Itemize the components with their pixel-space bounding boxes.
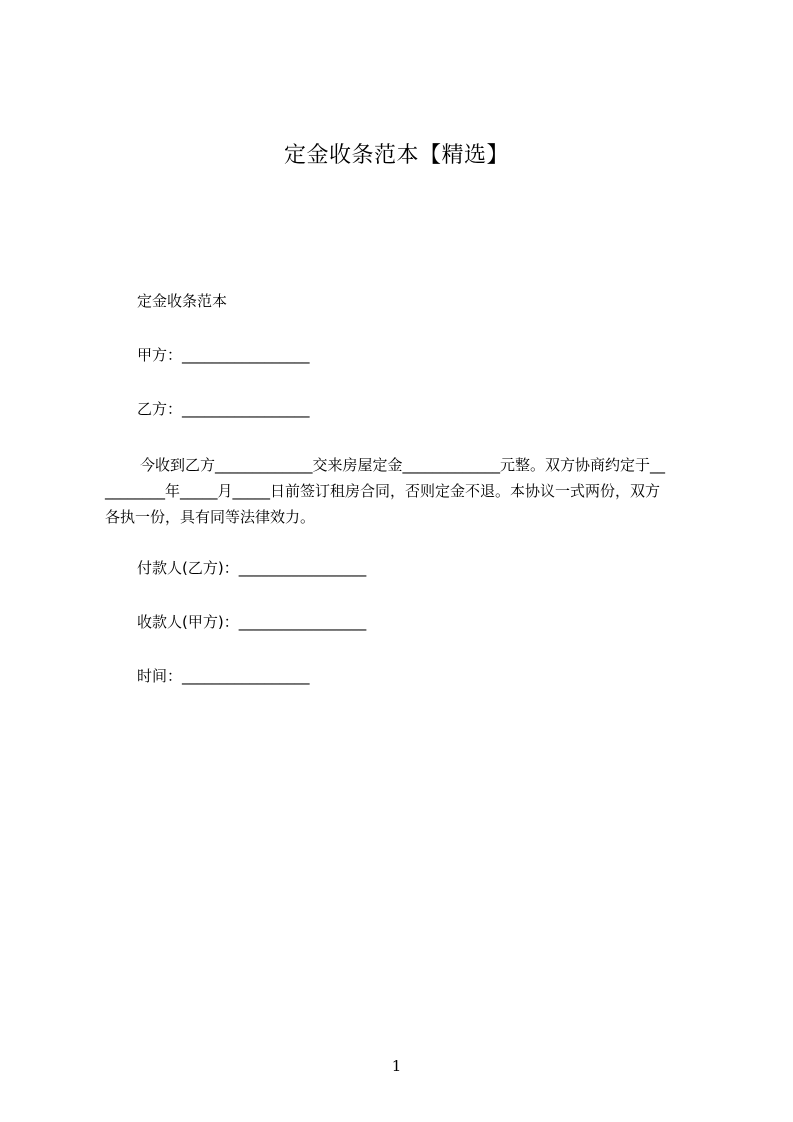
document-title: 定金收条范本【精选】 — [283, 143, 509, 168]
document-subtitle: 定金收条范本 — [137, 292, 228, 310]
paragraph-line: ________年_____月_____日前签订租房合同，否则定金不退。本协议一式两份，双方 — [105, 482, 661, 500]
paragraph-line: 今收到乙方_____________交来房屋定金_____________元整。双方协商约定于__ — [140, 456, 666, 474]
paragraph-line: 各执一份，具有同等法律效力。 — [105, 508, 316, 526]
deposit-paragraph — [105, 452, 705, 530]
payee-line: 收款人(甲方)：_________________ — [137, 613, 367, 631]
page-number: 1 — [391, 1057, 402, 1075]
party-b-line: 乙方：_________________ — [137, 400, 310, 418]
payer-line: 付款人(乙方)：_________________ — [137, 559, 367, 577]
party-a-line: 甲方：_________________ — [137, 346, 310, 364]
time-line: 时间：_________________ — [137, 667, 310, 685]
